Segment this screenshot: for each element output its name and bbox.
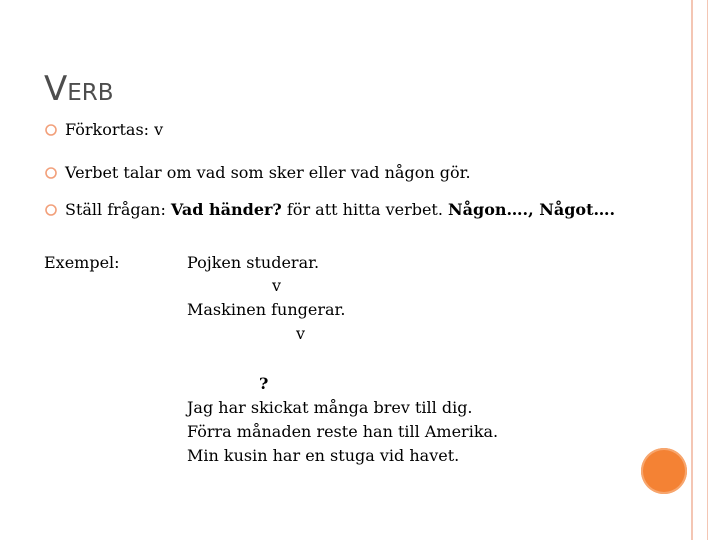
example-verb-marker-2: v xyxy=(296,324,306,343)
decorative-line-left xyxy=(691,0,693,540)
bullet-item-2 xyxy=(44,165,471,181)
title-initial: V xyxy=(44,69,68,109)
bullet-3-prefix: Ställ frågan: xyxy=(65,200,171,219)
example-line-2: Maskinen fungerar. xyxy=(187,300,346,319)
example-line-3: Jag har skickat många brev till dig. xyxy=(187,398,473,417)
slide-title xyxy=(44,69,114,109)
bullet-3-tail: Någon…., Något…. xyxy=(448,200,616,219)
hollow-diamond-bullet-icon xyxy=(44,123,58,137)
decorative-line-right xyxy=(707,0,708,540)
bullet-text-1: Förkortas: v xyxy=(65,120,164,139)
example-verb-marker-1: v xyxy=(272,276,282,295)
hollow-diamond-bullet-icon xyxy=(44,166,58,180)
example-question-mark: ? xyxy=(259,374,269,393)
bullet-text-2: Verbet talar om vad som sker eller vad någon gör. xyxy=(65,163,471,182)
example-line-1: Pojken studerar. xyxy=(187,253,320,272)
title-rest: ERB xyxy=(67,80,114,106)
example-label: Exempel: xyxy=(44,253,120,272)
example-line-4: Förra månaden reste han till Amerika. xyxy=(187,422,499,441)
decorative-circle xyxy=(641,448,687,494)
bullet-item-1 xyxy=(44,122,163,138)
bullet-text-3 xyxy=(65,202,615,218)
bullet-item-3 xyxy=(44,202,615,218)
example-line-5: Min kusin har en stuga vid havet. xyxy=(187,446,460,465)
bullet-3-middle: för att hitta verbet. xyxy=(281,200,449,219)
bullet-3-question: Vad händer? xyxy=(170,200,282,219)
hollow-diamond-bullet-icon xyxy=(44,203,58,217)
